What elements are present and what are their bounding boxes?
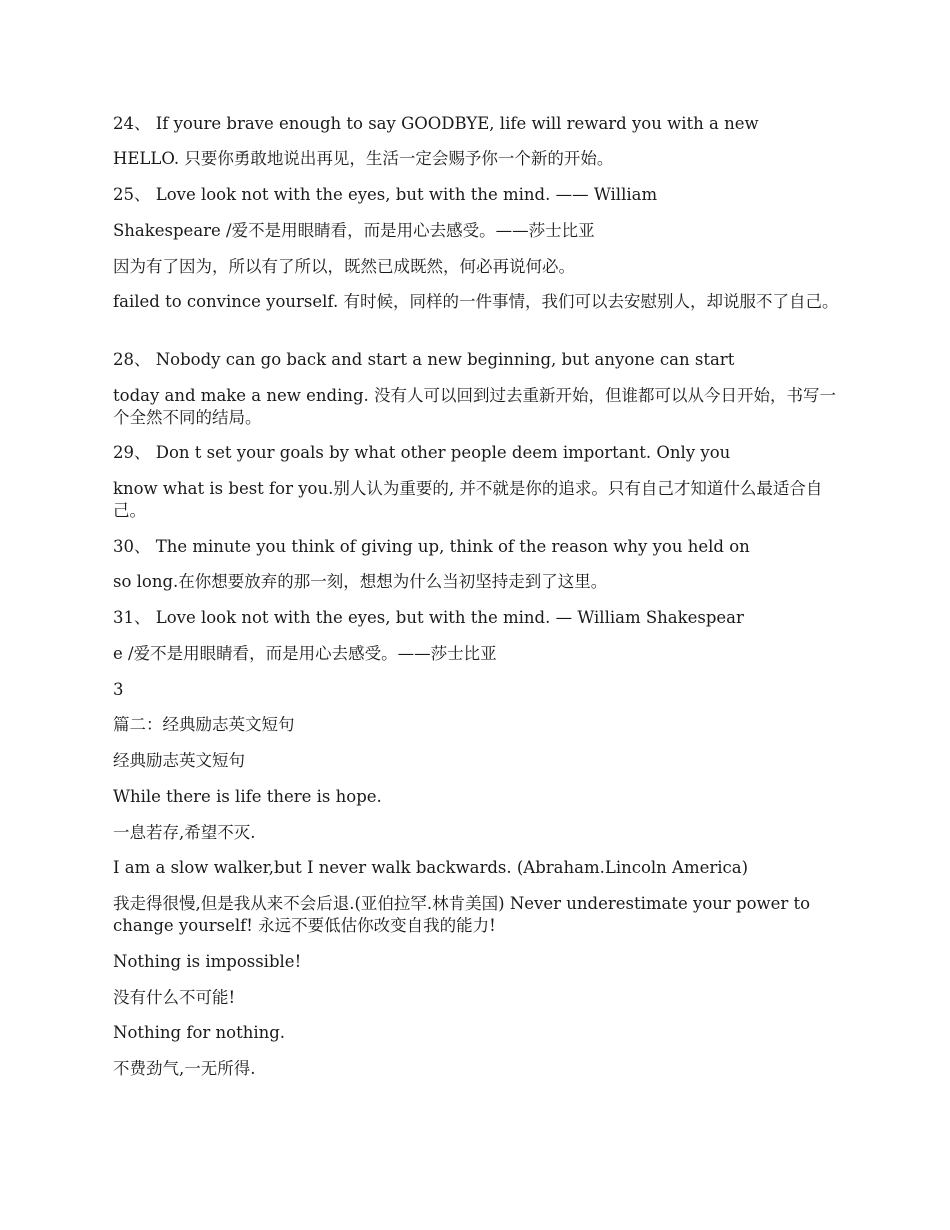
quote-nothing-en: Nothing for nothing. (113, 1023, 286, 1042)
paragraph-25-zh: Shakespeare /爱不是用眼睛看，而是用心去感受。——莎士比亚 (113, 221, 595, 240)
quote-walker-en: I am a slow walker,but I never walk backwards. (Abraham.Lincoln America) (113, 858, 749, 877)
quote-hope-en: While there is life there is hope. (113, 787, 382, 806)
section-heading: 篇二：经典励志英文短句 (113, 715, 295, 734)
paragraph-convince: failed to convince yourself. 有时候，同样的一件事情，我们可以去安慰别人，却说服不了自己。 (113, 292, 839, 311)
paragraph-31-zh: e /爱不是用眼睛看，而是用心去感受。——莎士比亚 (113, 644, 497, 663)
paragraph-31-en: 31、 Love look not with the eyes, but with the mind. — William Shakespear (113, 608, 744, 627)
quote-hope-zh: 一息若存,希望不灭. (113, 823, 256, 842)
paragraph-24-zh: HELLO. 只要你勇敢地说出再见，生活一定会赐予你一个新的开始。 (113, 149, 614, 168)
paragraph-29-zh: know what is best for you.别人认为重要的, 并不就是你的追求。只有自己才知道什么最适合自己。 (113, 479, 823, 520)
quote-walker-zh: 我走得很慢,但是我从来不会后退.(亚伯拉罕.林肯美国) Never underestimate your power to change yourself! 永远不要低估你改变自我的能力! (113, 894, 811, 935)
paragraph-28-zh: today and make a new ending. 没有人可以回到过去重新开始，但谁都可以从今日开始，书写一个全然不同的结局。 (113, 386, 837, 427)
section-subheading: 经典励志英文短句 (113, 751, 245, 770)
paragraph-24-en: 24、 If youre brave enough to say GOODBYE, life will reward you with a new (113, 114, 759, 133)
paragraph-30-zh: so long.在你想要放弃的那一刻，想想为什么当初坚持走到了这里。 (113, 572, 608, 591)
quote-impossible-zh: 没有什么不可能! (113, 988, 236, 1007)
page-number: 3 (113, 680, 124, 699)
paragraph-29-en: 29、 Don t set your goals by what other people deem important. Only you (113, 443, 731, 462)
paragraph-30-en: 30、 The minute you think of giving up, think of the reason why you held on (113, 537, 750, 556)
paragraph-25-en: 25、 Love look not with the eyes, but with the mind. —— William (113, 185, 658, 204)
paragraph-because: 因为有了因为，所以有了所以，既然已成既然，何必再说何必。 (113, 257, 575, 276)
quote-impossible-en: Nothing is impossible! (113, 952, 302, 971)
paragraph-28-en: 28、 Nobody can go back and start a new beginning, but anyone can start (113, 350, 735, 369)
quote-nothing-zh: 不费劲气,一无所得. (113, 1059, 256, 1078)
